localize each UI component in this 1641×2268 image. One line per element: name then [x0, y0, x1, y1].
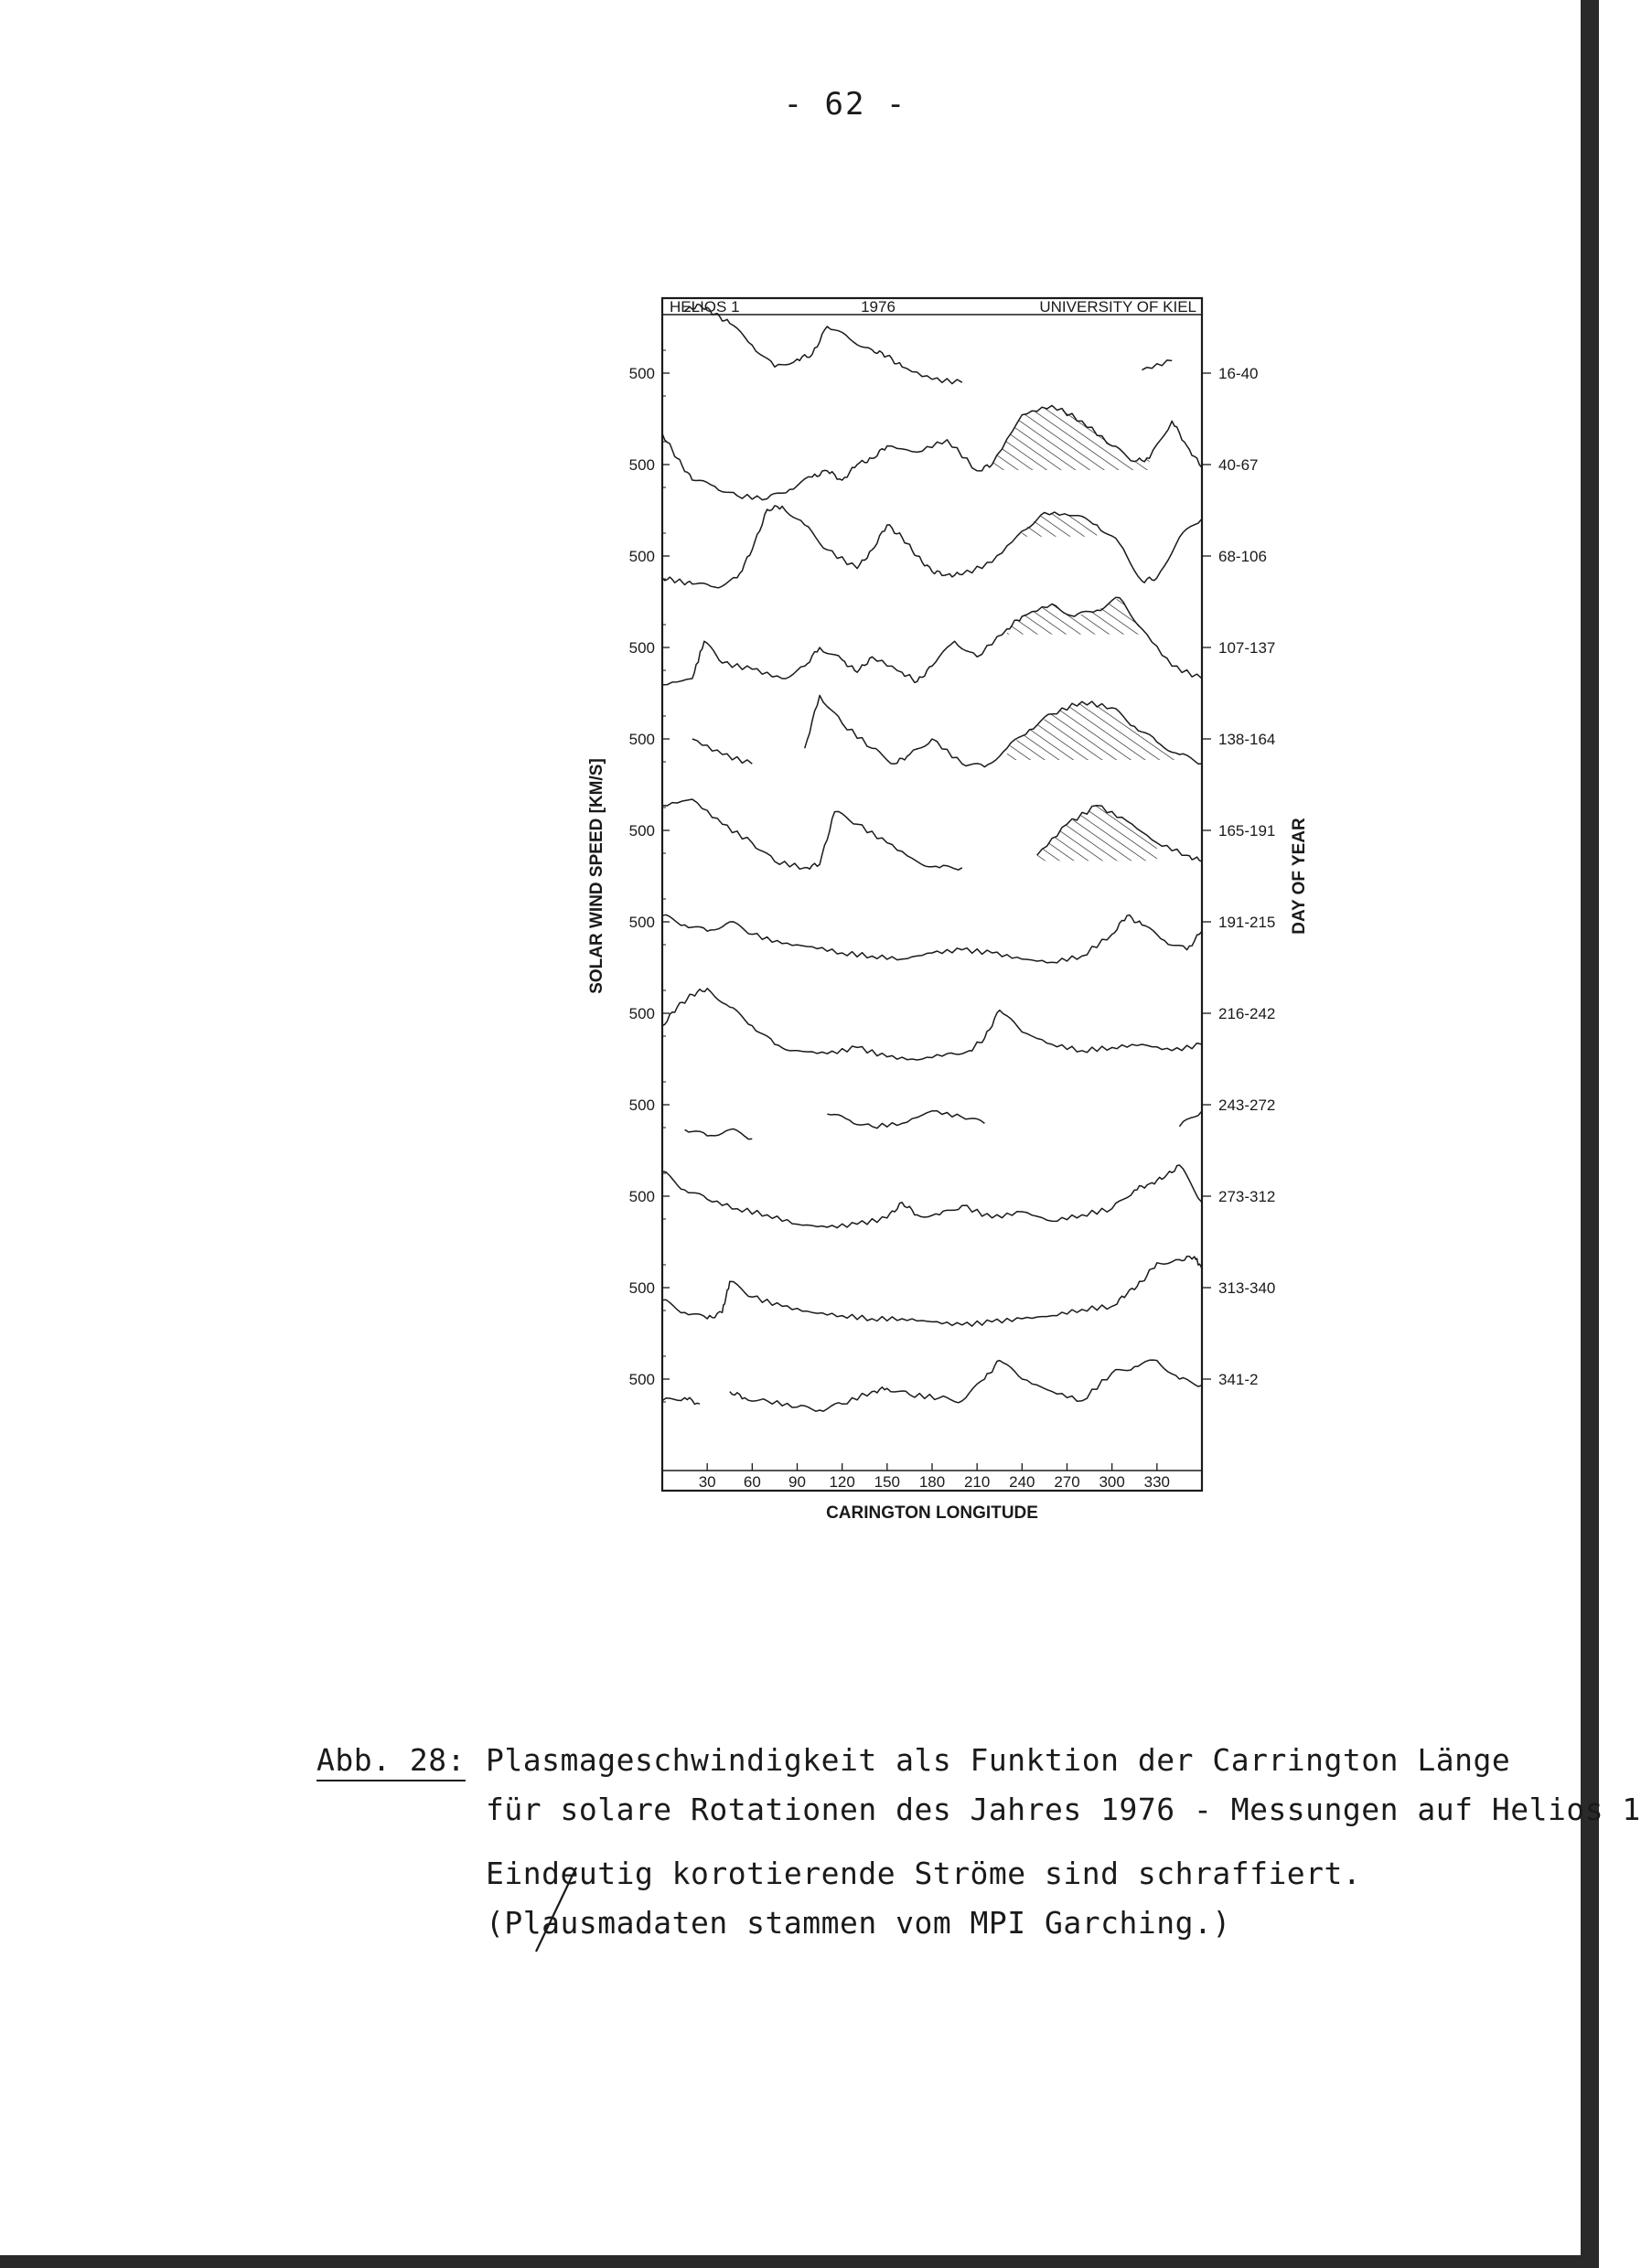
y-axis-label: SOLAR WIND SPEED [KM/S] — [587, 758, 606, 994]
chart-header-center: 1976 — [861, 298, 896, 316]
page-number: - 62 - — [783, 86, 907, 123]
series-line-243-272 — [827, 1111, 984, 1129]
x-tick-label: 210 — [963, 1473, 991, 1491]
x-tick-label: 240 — [1009, 1473, 1035, 1491]
day-range-label: 138-164 — [1218, 731, 1276, 748]
solar-wind-figure — [549, 273, 1309, 1575]
series-line-216-242 — [662, 989, 1202, 1060]
right-axis-label: DAY OF YEAR — [1290, 818, 1309, 935]
series-line-341-2 — [662, 1397, 700, 1404]
series-line-313-340 — [662, 1257, 1202, 1326]
day-range-label: 165-191 — [1218, 822, 1276, 840]
y-reference-label: 500 — [628, 1188, 655, 1205]
y-reference-label: 500 — [628, 548, 655, 565]
caption-line-1: Plasmageschwindigkeit als Funktion der Carrington Länge — [486, 1742, 1511, 1778]
y-reference-label: 500 — [628, 1097, 655, 1114]
y-reference-label: 500 — [628, 731, 655, 748]
x-tick-label: 30 — [698, 1473, 716, 1491]
chart-header-right: UNIVERSITY OF KIEL — [1039, 298, 1196, 316]
x-tick-label: 180 — [918, 1473, 946, 1491]
series-line-16-40 — [1142, 360, 1172, 370]
scan-edge-right — [1581, 0, 1599, 2268]
caption-label: Abb. 28: — [316, 1742, 466, 1778]
chart-header-left: HELIOS 1 — [670, 298, 740, 316]
y-reference-label: 500 — [628, 365, 655, 382]
day-range-label: 16-40 — [1218, 365, 1259, 382]
y-reference-label: 500 — [628, 639, 655, 657]
series-line-16-40 — [685, 305, 962, 384]
day-range-label: 68-106 — [1218, 548, 1267, 565]
caption-line-2: für solare Rotationen des Jahres 1976 - Messungen auf Helios 1 — [486, 1792, 1641, 1827]
y-reference-label: 500 — [628, 1279, 655, 1297]
x-tick-label: 300 — [1099, 1473, 1125, 1491]
y-reference-label: 500 — [628, 1005, 655, 1022]
x-tick-label: 330 — [1143, 1473, 1171, 1491]
caption-line-4: (Plausmadaten stammen vom MPI Garching.) — [486, 1905, 1231, 1941]
caption-line-3: Eindeutig korotierende Ströme sind schraffiert. — [486, 1856, 1362, 1891]
series-line-138-164 — [692, 739, 753, 764]
x-tick-label: 270 — [1054, 1473, 1080, 1491]
x-tick-label: 120 — [829, 1473, 855, 1491]
handwritten-strike-mark — [529, 1864, 584, 1955]
series-line-165-191 — [662, 799, 962, 870]
series-line-68-106 — [662, 506, 1202, 588]
day-range-label: 40-67 — [1218, 456, 1259, 474]
day-range-label: 341-2 — [1218, 1371, 1259, 1388]
hatched-stream-region — [1007, 701, 1180, 760]
series-line-243-272 — [1179, 1111, 1202, 1127]
hatched-stream-region — [1037, 806, 1157, 861]
y-reference-label: 500 — [628, 1371, 655, 1388]
y-reference-label: 500 — [628, 914, 655, 931]
series-line-273-312 — [662, 1165, 1202, 1228]
day-range-label: 313-340 — [1218, 1279, 1276, 1297]
scan-edge-bottom — [0, 2255, 1599, 2268]
y-reference-label: 500 — [628, 822, 655, 840]
solar-wind-chart — [549, 273, 1309, 1571]
day-range-label: 107-137 — [1218, 639, 1276, 657]
series-line-191-215 — [662, 915, 1202, 963]
series-line-341-2 — [730, 1360, 1202, 1411]
hatched-stream-region — [992, 405, 1150, 470]
x-tick-label: 60 — [743, 1473, 761, 1491]
day-range-label: 191-215 — [1218, 914, 1276, 931]
x-axis-label: CARINGTON LONGITUDE — [826, 1503, 1038, 1523]
day-range-label: 216-242 — [1218, 1005, 1276, 1022]
plot-frame — [662, 298, 1202, 1491]
day-range-label: 243-272 — [1218, 1097, 1276, 1114]
series-line-243-272 — [685, 1129, 753, 1139]
y-reference-label: 500 — [628, 456, 655, 474]
x-tick-label: 90 — [788, 1473, 806, 1491]
x-tick-label: 150 — [874, 1473, 901, 1491]
day-range-label: 273-312 — [1218, 1188, 1276, 1205]
